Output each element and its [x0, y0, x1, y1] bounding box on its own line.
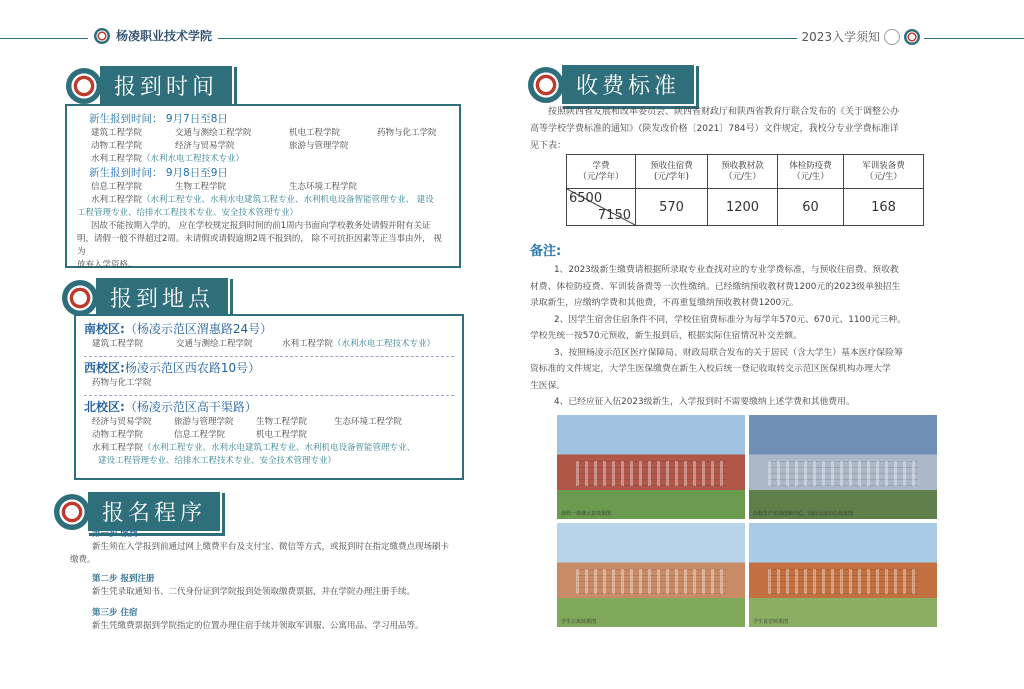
procedure-heading	[54, 490, 222, 533]
header-left	[88, 27, 218, 44]
first-day-label: 新生报到时间： 9月7日至8日	[89, 113, 228, 125]
west-campus-address: 杨凌示范区西农路10号）	[124, 361, 261, 375]
fee-header-cell: 预收教材款 （元/生）	[708, 155, 778, 189]
photo-caption: 高校生产实训创新中心、国际交流中心效果图	[753, 511, 854, 517]
photo-caption: 学生食堂效果图	[753, 619, 789, 625]
college-name: 药物与化工学院	[92, 378, 152, 388]
south-campus-label: 南校区:（杨凌示范区渭惠路24号）	[84, 322, 273, 336]
step1-text: 缴费。	[70, 555, 96, 565]
building-windows	[768, 569, 918, 594]
major-note: 建设工程管理专业、给排水工程技术专业、安全技术管理专业）	[98, 456, 337, 466]
college-logo-icon	[904, 29, 920, 45]
step1-title: 第一步 缴费	[92, 529, 138, 539]
major-note: （水利工程专业、水利水电建筑工程专业、水利机电设备智能管理专业、	[143, 443, 416, 453]
note-line: 录取新生，应缴纳学费和其他费，不再重复缴纳预收教材费1200元。	[530, 298, 799, 308]
tuition-cell	[567, 189, 636, 226]
major-note: 工程管理专业、给排水工程技术专业、安全技术管理专业）	[77, 208, 299, 218]
college-name: 经济与贸易学院	[92, 417, 152, 427]
first-day-colleges-row	[91, 127, 449, 140]
fee-header-cell: 军训装备费 （元/生）	[844, 155, 924, 189]
college-name: 经济与贸易学院	[175, 141, 235, 151]
fee-intro-line: 高等学校学费标准的通知》（陕发改价格〔2021〕784号）文件规定，我校分专业学费标准详	[530, 124, 899, 134]
college-name: 动物工程学院	[91, 141, 143, 151]
note-line: 学校先统一按570元预收，新生报到后，根据实际住宿情况补交差额。	[530, 331, 802, 341]
college-name: 生态环境工程学院	[334, 417, 403, 427]
note-line: 1、2023级新生缴费请根据所录取专业查找对应的专业学费标准，与预收住宿费、预收教	[554, 265, 899, 275]
south-colleges-row	[92, 338, 454, 351]
report-place-box	[74, 314, 464, 480]
fee-header-cell: 预收住宿费 (元/学年)	[636, 155, 708, 189]
divider	[84, 395, 454, 396]
step3-text: 新生凭缴费票据到学院指定的位置办理住宿手续并领取军训服、公寓用品、学习用品等。	[92, 621, 424, 631]
report-time-box	[65, 104, 461, 268]
college-name: 交通与测绘工程学院	[175, 128, 252, 138]
building-windows	[576, 461, 726, 486]
college-name: 药物与化工学院	[377, 128, 437, 138]
major-note: （水利工程专业、水利水电建筑工程专业、水利机电设备智能管理专业、 建设	[142, 195, 434, 205]
major-note: （水利水电工程技术专业）	[142, 154, 245, 164]
college-name: 水利工程学院	[282, 339, 334, 349]
college-name: 生物工程学院	[175, 182, 227, 192]
report-place-heading	[62, 276, 230, 319]
tuition-high: 7150	[597, 208, 631, 223]
photo-caption: 学生公寓效果图	[561, 619, 597, 625]
fee-header-cell: 体检防疫费 （元/生）	[778, 155, 844, 189]
procedure-title: 报名程序	[86, 490, 222, 533]
fee-table	[566, 154, 924, 226]
photo-caption: 现代一体楼示意效果图	[561, 511, 612, 517]
college-name: 生物工程学院	[256, 417, 308, 427]
first-day-water-row	[91, 153, 449, 166]
divider	[84, 356, 454, 357]
fee-value-cell: 60	[778, 189, 844, 226]
header-right-title: 2023入学须知	[801, 30, 880, 44]
college-name: 水利工程学院	[91, 195, 143, 205]
fee-intro-line: 按照陕西省发展和改革委员会、陕西省财政厅和陕西省教育厅联合发布的《关于调整公办	[548, 107, 900, 117]
west-colleges-row	[92, 377, 454, 390]
header-right	[797, 28, 924, 45]
step1-text: 新生须在入学报到前通过网上缴费平台及支付宝、微信等方式，或报到时在指定缴费点现场刷卡	[92, 542, 450, 552]
second-day-label: 新生报到时间： 9月8日至9日	[89, 167, 228, 179]
college-name: 交通与测绘工程学院	[176, 339, 253, 349]
college-name: 生态环境工程学院	[289, 182, 358, 192]
procedure-steps	[70, 528, 470, 633]
notes-title: 备注:	[530, 244, 562, 259]
north-colleges-row	[92, 429, 454, 442]
west-campus-label: 西校区:杨凌示范区西农路10号）	[84, 361, 261, 375]
fee-value-cell: 570	[636, 189, 708, 226]
college-logo-icon	[94, 28, 110, 44]
fee-table-header-row	[567, 155, 924, 189]
fee-title: 收费标准	[560, 63, 696, 106]
campus-photo	[557, 415, 745, 519]
notice-text: 放弃入学资格。	[77, 260, 137, 270]
report-place-title: 报到地点	[94, 276, 230, 319]
tuition-low: 6500	[569, 191, 603, 206]
fee-value-cell: 1200	[708, 189, 778, 226]
note-line: 2、因学生宿舍住宿条件不同，学校住宿费标准分为每学年570元、670元、1100元三种。	[554, 314, 906, 325]
south-campus-address: （杨凌示范区渭惠路24号）	[124, 322, 273, 336]
college-name: 水利工程学院	[92, 443, 144, 453]
college-logo-icon	[54, 494, 90, 530]
notice-text: 明，请假一般不得超过2周。未请假或请假逾期2周不报到的， 除不可抗拒因素等正当事由外， 视为	[77, 234, 442, 257]
note-line: 资标准的文件规定，大学生医保缴费在新生入校后统一登记收取转交示范区医保机构办理大学	[530, 364, 891, 374]
fee-intro	[530, 104, 970, 155]
building-windows	[768, 461, 918, 486]
notice-text: 因故不能按期入学的， 应在学校规定报到时间的前1周内书面向学校教务处请假并附有关证	[91, 221, 431, 231]
campus-photo	[557, 523, 745, 627]
step2-title: 第二步 报到注册	[92, 574, 155, 584]
north-campus-address: （杨凌示范区高干渠路）	[124, 400, 257, 414]
college-name: 信息工程学院	[174, 430, 226, 440]
notes-body	[530, 262, 970, 411]
college-name: 机电工程学院	[256, 430, 308, 440]
major-note: （水利水电工程技术专业）	[333, 339, 436, 349]
college-name: 旅游与管理学院	[174, 417, 234, 427]
report-time-heading	[66, 64, 234, 107]
second-day-water-row	[91, 194, 449, 207]
north-campus-label: 北校区:（杨凌示范区高干渠路）	[84, 400, 257, 414]
campus-photo	[749, 415, 937, 519]
college-logo-icon	[62, 280, 98, 316]
college-logo-icon	[66, 68, 102, 104]
note-line: 材费、体检防疫费、军训装备费等一次性缴纳。已经缴纳预收教材费1200元的2023级单独招生	[530, 281, 901, 292]
college-name: 建筑工程学院	[92, 339, 144, 349]
step2-text: 新生凭录取通知书、二代身份证到学院报到处领取缴费票据，并在学院办理注册手续。	[92, 587, 416, 597]
college-name: 机电工程学院	[289, 128, 341, 138]
college-logo-icon	[528, 67, 564, 103]
step3-title: 第三步 住宿	[92, 608, 138, 618]
north-colleges-row	[92, 416, 454, 429]
fee-heading	[528, 63, 696, 106]
campus-photos	[557, 415, 937, 627]
fee-header-cell: 学费 （元/学年）	[567, 155, 636, 189]
college-name: 水利工程学院	[91, 154, 143, 164]
report-time-title: 报到时间	[98, 64, 234, 107]
college-name: 动物工程学院	[92, 430, 144, 440]
note-line: 3、按照杨凌示范区医疗保障局、财政局联合发布的关于居民（含大学生）基本医疗保险筹	[554, 347, 903, 358]
header-left-title: 杨凌职业技术学院	[116, 29, 213, 43]
fee-value-cell: 168	[844, 189, 924, 226]
college-name: 建筑工程学院	[91, 128, 143, 138]
north-water-row	[92, 442, 454, 455]
college-name: 信息工程学院	[91, 182, 143, 192]
second-day-colleges-row	[91, 181, 449, 194]
fee-table-value-row	[567, 189, 924, 226]
circle-icon	[884, 29, 900, 45]
building-windows	[576, 569, 726, 594]
college-name: 旅游与管理学院	[289, 141, 349, 151]
fee-intro-line: 见下表：	[530, 141, 567, 151]
note-line: 生医保。	[530, 380, 566, 391]
first-day-colleges-row	[91, 140, 449, 153]
campus-photo	[749, 523, 937, 627]
note-line: 4、已经应征入伍2023级新生，入学报到时不需要缴纳上述学费和其他费用。	[554, 397, 855, 407]
